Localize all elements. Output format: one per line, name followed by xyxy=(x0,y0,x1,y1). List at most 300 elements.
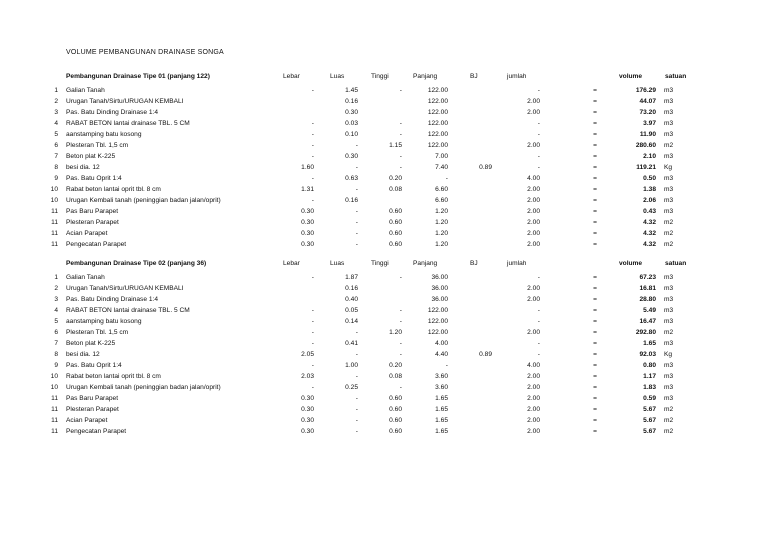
table-row xyxy=(0,272,768,283)
equals-sign: = xyxy=(593,274,597,281)
cell-panjang: 1.65 xyxy=(435,428,448,435)
table-row xyxy=(0,294,768,305)
cell-luas: - xyxy=(355,164,358,171)
equals-sign: = xyxy=(593,340,597,347)
cell-luas: 0.16 xyxy=(345,197,358,204)
cell-satuan: m3 xyxy=(664,208,674,215)
row-number: 11 xyxy=(51,395,58,402)
item-description: Pas Baru Parapet xyxy=(66,395,119,402)
cell-panjang: 4.40 xyxy=(435,351,448,358)
cell-volume: 16.81 xyxy=(639,285,656,292)
item-description: Acian Parapet xyxy=(66,230,108,237)
cell-luas: - xyxy=(355,241,358,248)
equals-sign: = xyxy=(593,373,597,380)
equals-sign: = xyxy=(593,142,597,149)
row-number: 10 xyxy=(50,197,58,204)
cell-jumlah: 2.00 xyxy=(527,384,540,391)
column-header-tinggi: Tinggi xyxy=(371,73,389,80)
item-description: besi dia. 12 xyxy=(66,351,100,358)
cell-panjang: 36.00 xyxy=(431,274,448,281)
cell-satuan: m3 xyxy=(664,285,674,292)
cell-jumlah: - xyxy=(537,274,540,281)
table-row xyxy=(0,85,768,96)
table-row xyxy=(0,162,768,173)
cell-luas: - xyxy=(355,428,358,435)
table-row xyxy=(0,426,768,437)
cell-jumlah: - xyxy=(537,340,540,347)
equals-sign: = xyxy=(593,285,597,292)
cell-luas: 0.25 xyxy=(345,384,358,391)
cell-jumlah: 2.00 xyxy=(527,373,540,380)
cell-jumlah: 2.00 xyxy=(527,296,540,303)
cell-satuan: m2 xyxy=(664,428,674,435)
cell-bj: 0.89 xyxy=(479,351,492,358)
cell-tinggi: 0.60 xyxy=(389,417,402,424)
column-header-jumlah: jumlah xyxy=(507,260,527,267)
cell-luas: - xyxy=(355,351,358,358)
cell-volume: 292.80 xyxy=(635,329,656,336)
item-description: Plesteran Parapet xyxy=(66,406,119,413)
cell-satuan: m3 xyxy=(664,318,674,325)
equals-sign: = xyxy=(593,164,597,171)
cell-satuan: m3 xyxy=(664,131,674,138)
cell-tinggi: - xyxy=(399,87,402,94)
equals-sign: = xyxy=(593,384,597,391)
item-description: RABAT BETON lantai drainase TBL. 5 CM xyxy=(66,307,190,314)
cell-luas: - xyxy=(355,395,358,402)
equals-sign: = xyxy=(593,208,597,215)
cell-volume: 4.32 xyxy=(643,219,656,226)
cell-tinggi: 0.60 xyxy=(389,406,402,413)
equals-sign: = xyxy=(593,120,597,127)
cell-jumlah: 2.00 xyxy=(527,142,540,149)
cell-satuan: m3 xyxy=(664,395,674,402)
table-row xyxy=(0,96,768,107)
cell-satuan: m2 xyxy=(664,406,674,413)
row-number: 6 xyxy=(54,142,58,149)
cell-volume: 1.17 xyxy=(643,373,656,380)
column-header-bj: BJ xyxy=(470,73,478,80)
cell-satuan: m2 xyxy=(664,142,674,149)
cell-luas: 0.16 xyxy=(345,98,358,105)
equals-sign: = xyxy=(593,230,597,237)
table-row xyxy=(0,393,768,404)
equals-sign: = xyxy=(593,98,597,105)
cell-satuan: m3 xyxy=(664,186,674,193)
cell-tinggi: 0.20 xyxy=(389,175,402,182)
document-title: VOLUME PEMBANGUNAN DRAINASE SONGA xyxy=(66,49,224,56)
cell-panjang: 3.60 xyxy=(435,384,448,391)
cell-satuan: m3 xyxy=(664,362,674,369)
table-row xyxy=(0,327,768,338)
cell-panjang: 122.00 xyxy=(427,307,448,314)
cell-volume: 92.03 xyxy=(639,351,656,358)
cell-jumlah: - xyxy=(537,164,540,171)
column-header-lebar: Lebar xyxy=(283,260,300,267)
table-row xyxy=(0,184,768,195)
cell-tinggi: 0.60 xyxy=(389,230,402,237)
cell-satuan: m2 xyxy=(664,230,674,237)
cell-panjang: 4.00 xyxy=(435,340,448,347)
cell-volume: 11.90 xyxy=(639,131,656,138)
equals-sign: = xyxy=(593,175,597,182)
item-description: Beton plat K-225 xyxy=(66,153,116,160)
row-number: 6 xyxy=(54,329,58,336)
cell-jumlah: 2.00 xyxy=(527,219,540,226)
cell-volume: 16.47 xyxy=(639,318,656,325)
row-number: 8 xyxy=(54,164,58,171)
cell-panjang: 1.65 xyxy=(435,417,448,424)
cell-luas: - xyxy=(355,208,358,215)
cell-satuan: m2 xyxy=(664,241,674,248)
cell-luas: 0.05 xyxy=(345,307,358,314)
item-description: Galian Tanah xyxy=(66,87,105,94)
cell-tinggi: - xyxy=(399,307,402,314)
column-header-bj: BJ xyxy=(470,260,478,267)
cell-panjang: 122.00 xyxy=(427,120,448,127)
cell-volume: 280.60 xyxy=(635,142,656,149)
cell-volume: 176.29 xyxy=(635,87,656,94)
cell-jumlah: 2.00 xyxy=(527,417,540,424)
row-number: 11 xyxy=(51,428,58,435)
cell-luas: - xyxy=(355,142,358,149)
table-row xyxy=(0,118,768,129)
column-header-panjang: Panjang xyxy=(413,73,438,80)
cell-tinggi: - xyxy=(399,340,402,347)
cell-tinggi: 0.08 xyxy=(389,373,402,380)
row-number: 1 xyxy=(54,274,58,281)
cell-jumlah: 2.00 xyxy=(527,109,540,116)
equals-sign: = xyxy=(593,87,597,94)
row-number: 11 xyxy=(51,230,58,237)
cell-volume: 5.67 xyxy=(643,417,656,424)
cell-lebar: 0.30 xyxy=(301,241,314,248)
cell-volume: 0.50 xyxy=(643,175,656,182)
cell-luas: 0.10 xyxy=(345,131,358,138)
table-row xyxy=(0,338,768,349)
cell-volume: 0.43 xyxy=(643,208,656,215)
item-description: Pas. Batu Oprit 1:4 xyxy=(66,175,122,182)
cell-tinggi: 0.60 xyxy=(389,428,402,435)
cell-luas: 0.14 xyxy=(345,318,358,325)
cell-lebar: - xyxy=(311,197,314,204)
cell-lebar: - xyxy=(311,307,314,314)
cell-luas: 1.00 xyxy=(345,362,358,369)
column-header-volume: volume xyxy=(619,73,643,80)
cell-volume: 5.49 xyxy=(643,307,656,314)
table-row xyxy=(0,305,768,316)
table-row xyxy=(0,195,768,206)
item-description: Urugan Tanah/Sirtu/URUGAN KEMBALI xyxy=(66,98,184,105)
item-description: Plesteran Parapet xyxy=(66,219,119,226)
cell-panjang: 1.20 xyxy=(435,241,448,248)
cell-satuan: Kg xyxy=(664,351,673,358)
table-row xyxy=(0,107,768,118)
cell-jumlah: - xyxy=(537,318,540,325)
table-row xyxy=(0,283,768,294)
cell-lebar: - xyxy=(311,329,314,336)
equals-sign: = xyxy=(593,329,597,336)
cell-luas: 0.63 xyxy=(345,175,358,182)
cell-volume: 5.67 xyxy=(643,406,656,413)
cell-lebar: 0.30 xyxy=(301,406,314,413)
equals-sign: = xyxy=(593,296,597,303)
cell-volume: 119.21 xyxy=(636,164,656,171)
cell-tinggi: - xyxy=(399,351,402,358)
table-row xyxy=(0,140,768,151)
cell-jumlah: 2.00 xyxy=(527,208,540,215)
cell-panjang: 122.00 xyxy=(427,329,448,336)
cell-luas: - xyxy=(355,329,358,336)
cell-volume: 0.59 xyxy=(643,395,656,402)
row-number: 11 xyxy=(51,417,58,424)
cell-jumlah: - xyxy=(537,131,540,138)
cell-lebar: 0.30 xyxy=(301,208,314,215)
cell-tinggi: - xyxy=(399,274,402,281)
row-number: 10 xyxy=(50,373,58,380)
row-number: 11 xyxy=(51,406,58,413)
table-row xyxy=(0,228,768,239)
cell-satuan: m2 xyxy=(664,417,674,424)
cell-tinggi: 0.60 xyxy=(389,208,402,215)
column-header-tinggi: Tinggi xyxy=(371,260,389,267)
cell-panjang: 1.20 xyxy=(435,208,448,215)
cell-tinggi: 0.60 xyxy=(389,241,402,248)
cell-jumlah: 2.00 xyxy=(527,329,540,336)
cell-tinggi: 0.60 xyxy=(389,395,402,402)
cell-jumlah: 4.00 xyxy=(527,175,540,182)
cell-luas: - xyxy=(355,373,358,380)
cell-lebar: - xyxy=(311,87,314,94)
cell-lebar: 2.03 xyxy=(301,373,314,380)
row-number: 11 xyxy=(51,219,58,226)
cell-jumlah: 2.00 xyxy=(527,406,540,413)
cell-lebar: 1.31 xyxy=(301,186,314,193)
section-header xyxy=(0,258,768,272)
equals-sign: = xyxy=(593,131,597,138)
cell-panjang: 122.00 xyxy=(427,98,448,105)
cell-volume: 5.67 xyxy=(643,428,656,435)
cell-jumlah: 2.00 xyxy=(527,395,540,402)
equals-sign: = xyxy=(593,351,597,358)
cell-luas: 1.45 xyxy=(345,87,358,94)
item-description: Plesteran Tbl. 1,5 cm xyxy=(66,142,129,149)
cell-luas: 0.30 xyxy=(345,153,358,160)
column-header-lebar: Lebar xyxy=(283,73,300,80)
row-number: 2 xyxy=(54,98,58,105)
cell-tinggi: 1.15 xyxy=(389,142,402,149)
cell-luas: - xyxy=(355,230,358,237)
item-description: Urugan Kembali tanah (peninggian badan jalan/oprit) xyxy=(66,197,221,204)
item-description: Urugan Kembali tanah (peninggian badan jalan/oprit) xyxy=(66,384,221,391)
table-row xyxy=(0,206,768,217)
row-number: 4 xyxy=(54,120,58,127)
cell-luas: 0.41 xyxy=(345,340,358,347)
row-number: 10 xyxy=(50,186,58,193)
row-number: 9 xyxy=(54,362,58,369)
cell-panjang: 1.20 xyxy=(435,230,448,237)
cell-tinggi: - xyxy=(399,164,402,171)
cell-luas: - xyxy=(355,417,358,424)
cell-tinggi: - xyxy=(399,131,402,138)
cell-satuan: m3 xyxy=(664,340,674,347)
table-row xyxy=(0,173,768,184)
equals-sign: = xyxy=(593,395,597,402)
equals-sign: = xyxy=(593,109,597,116)
item-description: Acian Parapet xyxy=(66,417,108,424)
cell-satuan: m2 xyxy=(664,219,674,226)
cell-jumlah: 2.00 xyxy=(527,428,540,435)
equals-sign: = xyxy=(593,241,597,248)
item-description: besi dia. 12 xyxy=(66,164,100,171)
cell-volume: 3.97 xyxy=(643,120,656,127)
cell-lebar: - xyxy=(311,362,314,369)
equals-sign: = xyxy=(593,153,597,160)
cell-volume: 2.10 xyxy=(643,153,656,160)
table-row xyxy=(0,316,768,327)
cell-satuan: m3 xyxy=(664,373,674,380)
cell-tinggi: 0.20 xyxy=(389,362,402,369)
cell-tinggi: 0.08 xyxy=(389,186,402,193)
cell-panjang: 1.65 xyxy=(435,406,448,413)
cell-lebar: 0.30 xyxy=(301,230,314,237)
cell-lebar: - xyxy=(311,120,314,127)
column-header-luas: Luas xyxy=(330,260,345,267)
cell-panjang: - xyxy=(445,175,448,182)
item-description: Pengecatan Parapet xyxy=(66,428,127,435)
cell-jumlah: 2.00 xyxy=(527,241,540,248)
cell-jumlah: - xyxy=(537,87,540,94)
cell-panjang: 6.60 xyxy=(435,197,448,204)
cell-satuan: m3 xyxy=(664,109,674,116)
cell-volume: 2.06 xyxy=(643,197,656,204)
cell-jumlah: - xyxy=(537,153,540,160)
cell-panjang: 1.20 xyxy=(435,219,448,226)
cell-lebar: - xyxy=(311,384,314,391)
equals-sign: = xyxy=(593,186,597,193)
cell-jumlah: 4.00 xyxy=(527,362,540,369)
cell-tinggi: 1.20 xyxy=(389,329,402,336)
cell-satuan: Kg xyxy=(664,164,673,171)
table-row xyxy=(0,349,768,360)
column-header-volume: volume xyxy=(619,260,643,267)
cell-tinggi: 0.60 xyxy=(389,219,402,226)
item-description: Beton plat K-225 xyxy=(66,340,116,347)
cell-jumlah: - xyxy=(537,351,540,358)
row-number: 11 xyxy=(51,208,58,215)
cell-satuan: m3 xyxy=(664,153,674,160)
cell-tinggi: - xyxy=(399,384,402,391)
cell-satuan: m3 xyxy=(664,296,674,303)
cell-panjang: 122.00 xyxy=(427,318,448,325)
cell-lebar: 0.30 xyxy=(301,417,314,424)
cell-volume: 67.23 xyxy=(639,274,656,281)
equals-sign: = xyxy=(593,417,597,424)
column-header-satuan: satuan xyxy=(665,73,687,80)
row-number: 8 xyxy=(54,351,58,358)
equals-sign: = xyxy=(593,406,597,413)
cell-volume: 1.65 xyxy=(643,340,656,347)
cell-volume: 4.32 xyxy=(643,241,656,248)
cell-lebar: - xyxy=(311,142,314,149)
cell-panjang: 122.00 xyxy=(427,131,448,138)
equals-sign: = xyxy=(593,428,597,435)
item-description: Pas Baru Parapet xyxy=(66,208,119,215)
column-header-jumlah: jumlah xyxy=(507,73,527,80)
cell-jumlah: 2.00 xyxy=(527,197,540,204)
row-number: 3 xyxy=(54,296,58,303)
item-description: Plesteran Tbl. 1,5 cm xyxy=(66,329,129,336)
table-row xyxy=(0,151,768,162)
cell-lebar: - xyxy=(311,153,314,160)
item-description: Rabat beton lantai oprit tbl. 8 cm xyxy=(66,373,161,380)
cell-satuan: m3 xyxy=(664,120,674,127)
cell-luas: 0.16 xyxy=(345,285,358,292)
cell-lebar: - xyxy=(311,340,314,347)
cell-jumlah: - xyxy=(537,120,540,127)
cell-volume: 1.83 xyxy=(643,384,656,391)
row-number: 5 xyxy=(54,318,58,325)
cell-luas: 0.30 xyxy=(345,109,358,116)
row-number: 2 xyxy=(54,285,58,292)
row-number: 7 xyxy=(54,340,58,347)
item-description: Pas. Batu Oprit 1:4 xyxy=(66,362,122,369)
cell-jumlah: 2.00 xyxy=(527,230,540,237)
row-number: 7 xyxy=(54,153,58,160)
table-row xyxy=(0,239,768,250)
cell-lebar: 0.30 xyxy=(301,219,314,226)
cell-lebar: 0.30 xyxy=(301,428,314,435)
cell-tinggi: - xyxy=(399,153,402,160)
cell-panjang: 36.00 xyxy=(431,296,448,303)
cell-panjang: - xyxy=(445,362,448,369)
row-number: 9 xyxy=(54,175,58,182)
equals-sign: = xyxy=(593,219,597,226)
cell-volume: 28.80 xyxy=(639,296,656,303)
cell-panjang: 7.40 xyxy=(435,164,448,171)
section-tipe-02 xyxy=(0,258,768,437)
item-description: Pas. Batu Dinding Drainase 1:4 xyxy=(66,109,159,116)
cell-bj: 0.89 xyxy=(479,164,492,171)
column-header-panjang: Panjang xyxy=(413,260,438,267)
cell-luas: 0.40 xyxy=(345,296,358,303)
cell-panjang: 6.60 xyxy=(435,186,448,193)
cell-volume: 0.80 xyxy=(643,362,656,369)
cell-panjang: 7.00 xyxy=(435,153,448,160)
cell-lebar: 1.60 xyxy=(301,164,314,171)
cell-panjang: 122.00 xyxy=(427,109,448,116)
cell-luas: - xyxy=(355,219,358,226)
item-description: Galian Tanah xyxy=(66,274,105,281)
equals-sign: = xyxy=(593,362,597,369)
cell-satuan: m3 xyxy=(664,87,674,94)
table-row xyxy=(0,371,768,382)
row-number: 1 xyxy=(54,87,58,94)
table-row xyxy=(0,217,768,228)
item-description: RABAT BETON lantai drainase TBL. 5 CM xyxy=(66,120,190,127)
cell-lebar: - xyxy=(311,318,314,325)
cell-satuan: m3 xyxy=(664,307,674,314)
row-number: 4 xyxy=(54,307,58,314)
cell-jumlah: - xyxy=(537,307,540,314)
row-number: 11 xyxy=(51,241,58,248)
cell-volume: 1.38 xyxy=(643,186,656,193)
cell-satuan: m3 xyxy=(664,197,674,204)
cell-panjang: 122.00 xyxy=(427,142,448,149)
cell-panjang: 122.00 xyxy=(427,87,448,94)
cell-satuan: m2 xyxy=(664,329,674,336)
cell-luas: 1.87 xyxy=(345,274,358,281)
